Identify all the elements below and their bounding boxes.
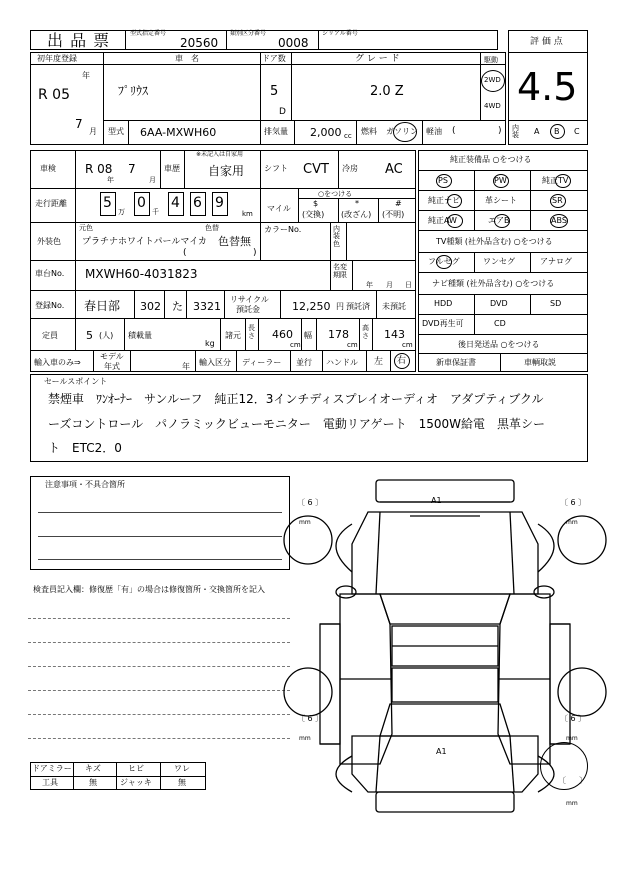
history-label: 車歴	[164, 164, 180, 173]
navi-type-label: ナビ種類 (社外品含む) ○をつける	[432, 279, 555, 288]
capacity-value: 5	[86, 329, 93, 342]
tv-analog: アナログ	[540, 257, 572, 266]
shift-label: シフト	[264, 164, 288, 173]
model-label: 型式	[108, 127, 124, 136]
odometer-unknown: (不明)	[382, 210, 405, 219]
katashiki-value: 20560	[180, 36, 219, 50]
doc-warranty: 新車保証書	[436, 358, 476, 367]
header-break: ワレ	[174, 764, 190, 773]
dealer-label: ディーラー	[242, 358, 282, 367]
first-reg-month: 7	[75, 117, 83, 131]
equip-abs: ABS	[551, 216, 567, 225]
navi-cd: CD	[494, 319, 506, 328]
equip-pw: PW	[494, 176, 507, 185]
tire-depth-fr: 〔 6 〕	[560, 498, 587, 507]
sales-line-2: ーズコントロール パノラミックビューモニター 電動リアゲート 1500W給電 黒革シー	[48, 417, 545, 431]
navi-dvd-play: DVD再生可	[422, 319, 464, 328]
history-value: 自家用	[208, 164, 245, 178]
reg-number: 3321	[193, 300, 221, 313]
header-door-mirror: ドアミラー	[32, 764, 72, 773]
name-label: 車 名	[175, 54, 199, 63]
load-label: 積載量	[128, 331, 152, 340]
rear-bumper-mark: A1	[436, 747, 447, 756]
ruibetsu-label: 類別区分番号	[230, 30, 267, 37]
reg-kana: た	[172, 300, 183, 313]
tire-depth-spare: 〔 〕	[558, 776, 588, 785]
interior-grade-a: A	[534, 127, 540, 136]
fuel-label: 燃料	[361, 127, 377, 136]
ac-label: 冷房	[342, 164, 358, 173]
caution-box	[30, 476, 290, 570]
sales-point-label: セールスポイント	[44, 377, 108, 386]
navi-hdd: HDD	[434, 299, 453, 308]
interior-color-label: 内装色	[333, 225, 340, 248]
standard-equipment-label: 純正装備品 ○をつける	[450, 155, 532, 164]
equip-leather: 革シート	[485, 196, 517, 205]
odometer-exchange: (交換)	[302, 210, 325, 219]
sales-line-1: 禁煙車 ﾜﾝｵｰﾅｰ サンルーフ 純正12．3インチディスプレイオーディオ アダプティブクル	[48, 392, 544, 406]
recycle-value: 12,250	[292, 300, 331, 313]
score-value: 4.5	[517, 65, 578, 109]
shaken-label: 車検	[40, 164, 56, 173]
equip-ps: PS	[438, 176, 448, 185]
odometer-altered: (改ざん)	[341, 210, 372, 219]
color-label: 外装色	[37, 237, 61, 246]
chassis-value: MXWH60-4031823	[85, 267, 198, 281]
header-crack: ヒビ	[128, 764, 144, 773]
chassis-label: 車台No.	[35, 269, 65, 278]
recycle-unpaid: 未預託	[382, 302, 406, 311]
color-no-label: カラーNo.	[264, 225, 302, 234]
equip-tv: 純正TV	[542, 176, 569, 185]
mileage-digit-5: 9	[215, 195, 224, 211]
tools-label: 工具	[42, 778, 58, 787]
shaken-month: 7	[128, 162, 136, 176]
car-name: ﾌﾟﾘｳｽ	[118, 84, 149, 98]
equip-sr: SR	[552, 196, 563, 205]
grade-value: 2.0 Z	[370, 84, 404, 99]
import-label: 輸入車のみ⇒	[34, 358, 81, 367]
ac-value: AC	[385, 162, 403, 177]
inspector-label: 検査員記入欄：修復歴「有」の場合は修復箇所・交換箇所を記入	[33, 585, 265, 594]
shift-value: CVT	[303, 162, 329, 177]
navi-dvd: DVD	[490, 299, 508, 308]
name-change-label: 名変期限	[333, 263, 347, 279]
tools-value: 無	[89, 778, 97, 787]
shaken-value: R 08	[85, 162, 113, 176]
tv-oneseg: ワンセグ	[483, 257, 515, 266]
history-note: ※未記入は自家用	[196, 151, 244, 158]
mileage-digit-1: 5	[103, 195, 112, 211]
doc-manual: 車輌取説	[524, 358, 556, 367]
equip-aw: 純正AW	[428, 216, 457, 225]
interior-label: 内装	[512, 124, 519, 139]
handle-left: 左	[374, 357, 384, 367]
recycle-status: 預託済	[346, 302, 370, 311]
odometer-circle-note: ○をつける	[318, 190, 353, 198]
caution-label: 注意事項・不具合箇所	[45, 480, 125, 489]
original-color-value: プラチナホワイトパールマイカ	[82, 237, 207, 247]
mileage-digit-3: 4	[171, 195, 180, 211]
navi-sd: SD	[550, 299, 562, 308]
form-title: 出 品 票	[47, 31, 111, 50]
light-oil-label: 軽油	[426, 127, 442, 136]
tire-depth-fl: 〔 6 〕	[297, 498, 324, 507]
tv-fullseg: フルセグ	[428, 257, 460, 266]
height-value: 143	[384, 328, 405, 341]
header-scratch: キズ	[85, 764, 101, 773]
color-change-value: 色替無	[218, 235, 251, 248]
tire-depth-rl: 〔 6 〕	[297, 714, 324, 723]
model-value: 6AA-MXWH60	[140, 126, 217, 139]
displacement-label: 排気量	[264, 127, 288, 136]
width-value: 178	[328, 328, 349, 341]
mileage-digit-2: 0	[137, 195, 146, 211]
doors-label: ドア数	[262, 54, 286, 63]
handle-right: 右	[397, 356, 407, 366]
grade-label: グ レ ー ド	[355, 54, 400, 64]
interior-grade-b: B	[554, 127, 560, 136]
reg-label: 登録No.	[35, 301, 65, 310]
equip-airbag: エアB	[488, 216, 510, 225]
interior-grade-c: C	[574, 127, 580, 136]
tv-type-label: TV種類 (社外品含む) ○をつける	[436, 237, 553, 246]
mileage-digit-4: 6	[193, 195, 202, 211]
import-type-label: 輸入区分	[199, 358, 231, 367]
first-reg-label: 初年度登録	[37, 54, 77, 63]
score-label: 評 価 点	[530, 37, 563, 47]
first-reg-year: R 05	[38, 87, 70, 103]
jack-label: ジャッキ	[120, 778, 152, 787]
serial-label: シリアル番号	[322, 30, 358, 37]
docs-label: 後日発送品 ○をつける	[458, 340, 540, 349]
size-label: 諸元	[225, 331, 241, 340]
sales-line-3: ト ETC2．0	[48, 441, 122, 455]
capacity-label: 定員	[42, 331, 58, 340]
equip-navi: 純正ナビ	[428, 196, 460, 205]
reg-class: 302	[140, 300, 161, 313]
ruibetsu-value: 0008	[278, 36, 309, 50]
displacement-value: 2,000	[310, 126, 342, 139]
handle-label: ハンドル	[326, 358, 358, 367]
front-bumper-mark: A1	[431, 496, 442, 505]
mile-label: マイル	[267, 204, 291, 213]
drive-label: 駆動	[484, 56, 498, 64]
fuel-value: ガソリン	[386, 127, 418, 136]
doors-value: 5	[270, 84, 279, 99]
parallel-label: 並行	[296, 358, 312, 367]
length-value: 460	[272, 328, 293, 341]
katashiki-label: 型式指定番号	[130, 30, 167, 37]
tire-depth-rr: 〔 6 〕	[560, 714, 587, 723]
mileage-label: 走行距離	[35, 199, 67, 208]
jack-value: 無	[178, 778, 186, 787]
reg-area: 春日部	[84, 299, 121, 313]
